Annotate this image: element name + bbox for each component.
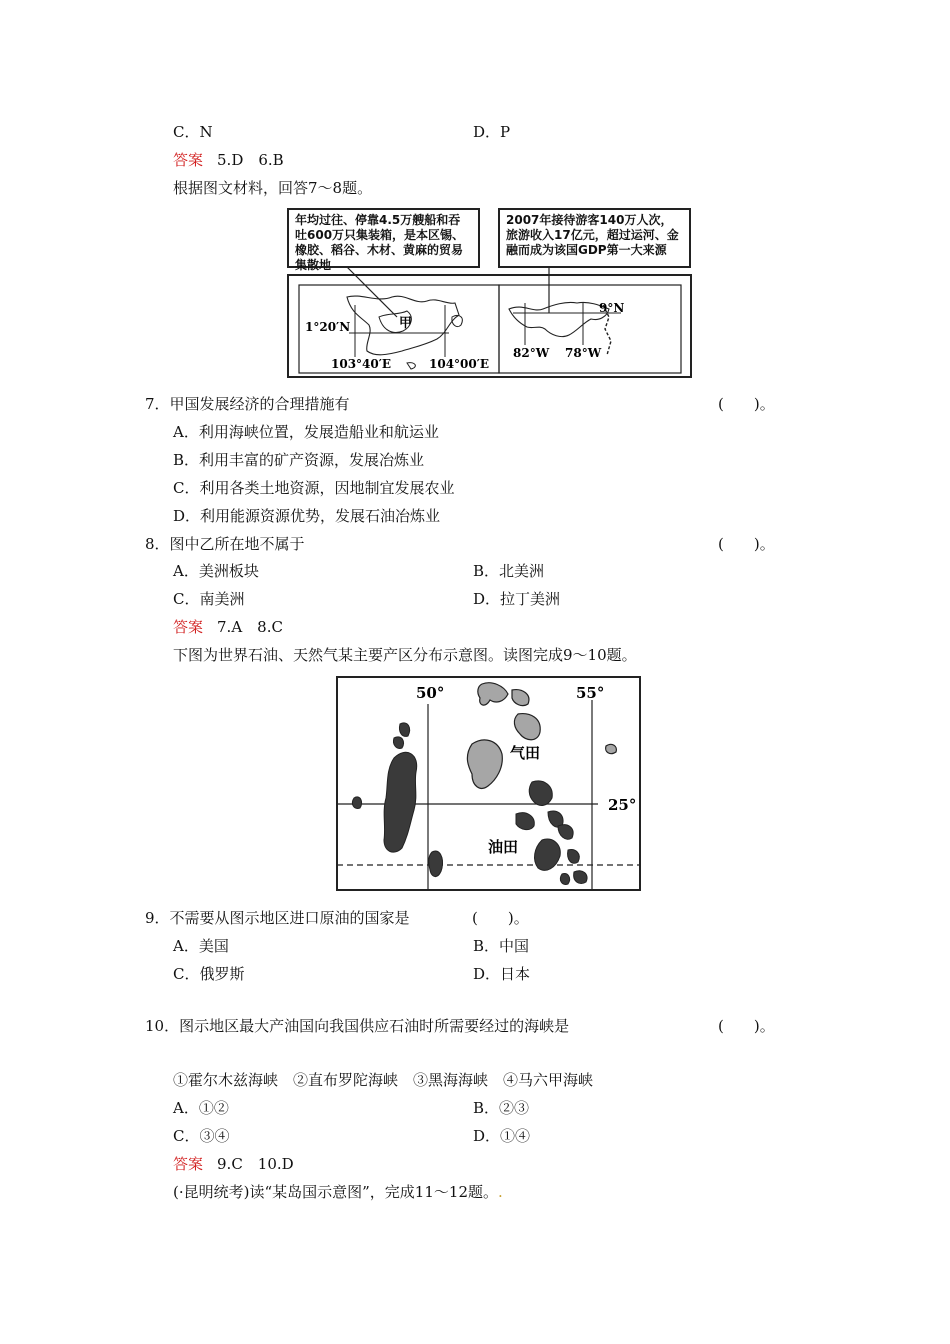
q8-option-c: C．南美洲	[173, 590, 245, 608]
map-left-islet	[452, 315, 462, 326]
trailing-mark: .	[498, 1183, 503, 1201]
q7-option-b: B．利用丰富的矿产资源，发展冶炼业	[173, 451, 425, 469]
gas-field-label: 气田	[510, 744, 541, 762]
lat-label-25: 25°	[608, 796, 637, 814]
q8-stem: 8．图中乙所在地不属于	[145, 535, 305, 553]
q9-option-a: A．美国	[173, 937, 229, 955]
answer-line-7-8	[173, 617, 283, 637]
q8-option-a: A．美洲板块	[173, 562, 259, 580]
q8-option-d: D．拉丁美洲	[473, 590, 561, 608]
lon-label-50: 50°	[416, 684, 445, 702]
q10-option-a: A．①②	[173, 1099, 229, 1117]
map-left-lat-label: 1°20′N	[305, 320, 351, 334]
q7-bracket: ( )。	[718, 395, 775, 413]
q7-option-d: D．利用能源资源优势，发展石油冶炼业	[173, 507, 441, 525]
oil-field-label: 油田	[488, 838, 519, 856]
q10-straits-list: ①霍尔木兹海峡 ②直布罗陀海峡 ③黑海海峡 ④马六甲海峡	[173, 1071, 594, 1089]
map-right-coastline	[509, 302, 609, 336]
figure1-callout-left: 年均过往、停靠4.5万艘船和吞吐600万只集装箱，是本区锡、橡胶、稻谷、木材、黄麻的贸易集散地	[287, 208, 480, 268]
map-left-lon-right: 104°00′E	[429, 357, 490, 371]
q5-option-d: D．P	[473, 123, 511, 141]
map-left-place-label: 甲	[399, 316, 413, 331]
q9-stem: 9．不需要从图示地区进口原油的国家是	[145, 909, 410, 927]
q9-10-intro: 下图为世界石油、天然气某主要产区分布示意图。读图完成9～10题。	[173, 646, 637, 664]
q9-bracket: ( )。	[472, 909, 529, 927]
map-right-lat-label: 9°N	[599, 301, 625, 315]
figure1-maps	[287, 205, 692, 380]
q7-8-intro: 根据图文材料，回答7～8题。	[173, 179, 373, 197]
answer-text: 7.A 8.C	[217, 618, 283, 636]
map-left-lon-left: 103°40′E	[331, 357, 392, 371]
q10-stem: 10．图示地区最大产油国向我国供应石油时所需要经过的海峡是	[145, 1017, 570, 1035]
q11-12-intro	[173, 1182, 503, 1202]
answer-line-5-6	[173, 150, 284, 170]
q11-12-intro-text: (·昆明统考)读“某岛国示意图”，完成11～12题。	[173, 1183, 498, 1201]
answer-label: 答案	[173, 1155, 204, 1173]
q9-option-b: B．中国	[473, 937, 530, 955]
answer-label: 答案	[173, 151, 204, 169]
q10-bracket: ( )。	[718, 1017, 775, 1035]
q8-option-b: B．北美洲	[473, 562, 545, 580]
q5-option-c: C．N	[173, 123, 213, 141]
q9-option-c: C．俄罗斯	[173, 965, 245, 983]
answer-line-9-10	[173, 1154, 294, 1174]
answer-label: 答案	[173, 618, 204, 636]
q8-bracket: ( )。	[718, 535, 775, 553]
q10-option-c: C．③④	[173, 1127, 230, 1145]
q10-option-b: B．②③	[473, 1099, 530, 1117]
answer-text: 5.D 6.B	[217, 151, 284, 169]
q10-option-d: D．①④	[473, 1127, 531, 1145]
answer-text: 9.C 10.D	[217, 1155, 294, 1173]
q7-stem: 7．甲国发展经济的合理措施有	[145, 395, 350, 413]
map-right-lon-right: 78°W	[565, 346, 602, 360]
q9-option-d: D．日本	[473, 965, 531, 983]
map-right-lon-left: 82°W	[513, 346, 550, 360]
q7-option-a: A．利用海峡位置，发展造船业和航运业	[173, 423, 439, 441]
q7-option-c: C．利用各类土地资源，因地制宜发展农业	[173, 479, 455, 497]
figure1-callout-right: 2007年接待游客140万人次，旅游收入17亿元，超过运河、金融而成为该国GDP第一大来源	[498, 208, 691, 268]
figure2-map	[336, 676, 642, 892]
lon-label-55: 55°	[576, 684, 605, 702]
